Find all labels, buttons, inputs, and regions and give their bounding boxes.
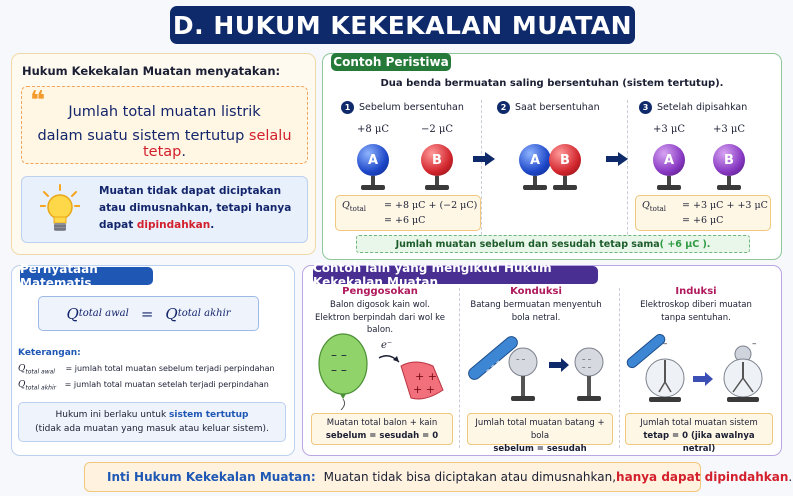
law-quote-box	[21, 86, 308, 164]
stand-base	[553, 185, 577, 190]
sphere-b: B	[713, 144, 745, 176]
svg-text:– – –: – – –	[482, 356, 502, 375]
sphere-a: A	[653, 144, 685, 176]
other-examples-panel	[302, 261, 782, 456]
law-statement-panel	[11, 53, 316, 255]
core-label: Inti Hukum Kekekalan Muatan:	[107, 470, 316, 484]
sphere-a: A	[357, 144, 389, 176]
electroscope-icon	[623, 332, 773, 410]
sphere-b: B	[421, 144, 453, 176]
step-1: 1 Sebelum bersentuhan	[341, 101, 464, 114]
example-panel	[322, 53, 782, 260]
formula: Q total awal = Q total akhir	[38, 296, 259, 331]
legend-line: $Q_{total akhir}$ = jumlah total muatan setelah terjadi perpindahan	[18, 380, 269, 392]
core-highlight: hanya dapat dipindahkan	[616, 470, 789, 484]
charge-label: +3 μC	[712, 124, 746, 135]
svg-text:– –: – –	[331, 348, 347, 362]
electron-label: e⁻	[381, 340, 393, 351]
keterangan-label: Keterangan:	[18, 348, 81, 358]
quote-line-2: dalam suatu sistem tertutup selalu tetap.	[37, 128, 292, 160]
svg-text:– –: – –	[331, 363, 347, 377]
core-principle-bar: Inti Hukum Kekekalan Muatan: Muatan tidak bisa diciptakan atau dimusnahkan, hanya dapat dipindahkan .	[84, 462, 701, 492]
stand-base	[361, 185, 385, 190]
svg-text:– –: – –	[582, 363, 592, 371]
rubbing-result: Muatan total balon + kain sebelum = sesudah = 0	[311, 413, 453, 445]
fact-box	[21, 176, 308, 243]
page-title: D. HUKUM KEKEKALAN MUATAN	[170, 6, 635, 44]
arrow-right-icon	[606, 152, 628, 166]
charge-label: +3 μC	[652, 124, 686, 135]
law-heading: Hukum Kekekalan Muatan menyatakan:	[22, 64, 281, 78]
equation-after: $Q_{total}$ = +3 μC + +3 μC = +6 μC	[635, 195, 771, 231]
core-text: Muatan tidak bisa diciptakan atau dimusnahkan,	[323, 470, 617, 484]
stand-base	[657, 185, 681, 190]
example-subtitle: Dua benda bermuatan saling bersentuhan (sistem tertutup).	[380, 78, 724, 89]
step-3: 3 Setelah dipisahkan	[639, 101, 747, 114]
math-tag: Pernyataan Matematis	[20, 267, 153, 285]
quote-icon: ❝	[30, 86, 46, 116]
equation-before: $Q_{total}$ = +8 μC + (−2 μC) = +6 μC	[335, 195, 481, 231]
charge-label: +8 μC	[356, 124, 390, 135]
stand-base	[523, 185, 547, 190]
fact-text: Muatan tidak dapat diciptakan atau dimusnahkan, tetapi hanya dapat dipindahkan.	[99, 185, 292, 231]
divider	[619, 288, 620, 448]
svg-text:–: –	[663, 339, 668, 349]
quote-line-1: Jumlah total muatan listrik	[68, 104, 261, 120]
divider	[481, 100, 482, 250]
svg-text:–: –	[752, 339, 757, 349]
conduction-result: Jumlah total muatan batang + bola sebelum = sesudah	[467, 413, 613, 445]
sphere-b: B	[549, 144, 581, 176]
induction-column: Induksi Elektroskop diberi muatan tanpa sentuhan.	[640, 286, 752, 323]
example-tag: Contoh Peristiwa	[331, 53, 451, 71]
charge-label: −2 μC	[420, 124, 454, 135]
conduction-column: Konduksi Batang bermuatan menyentuh bola netral.	[470, 286, 602, 323]
arrow-right-icon	[473, 152, 495, 166]
rubbing-column: Penggosokan Balon digosok kain wol. Elektron berpindah dari wol ke balon.	[315, 286, 445, 335]
sphere-a: A	[519, 144, 551, 176]
stand-base	[717, 185, 741, 190]
legend-line: $Q_{total awal}$ = jumlah total muatan sebelum terjadi perpindahan	[18, 364, 275, 376]
conduction-icon	[463, 332, 613, 410]
induction-result: Jumlah total muatan sistem tetap = 0 (jika awalnya netral)	[625, 413, 773, 445]
other-tag: Contoh lain yang mengikuti Hukum Kekekalan Muatan	[313, 266, 598, 284]
lightbulb-icon	[40, 184, 80, 238]
svg-text:– –: – –	[582, 355, 592, 363]
summary-box: Jumlah muatan sebelum dan sesudah tetap sama ( +6 μC ).	[356, 235, 750, 253]
math-panel	[11, 262, 295, 456]
divider	[627, 100, 628, 250]
svg-text:+ +: + +	[415, 370, 437, 383]
divider	[459, 288, 460, 448]
closed-system-note: Hukum ini berlaku untuk sistem tertutup (tidak ada muatan yang masuk atau keluar sistem).	[18, 402, 286, 442]
step-2: 2 Saat bersentuhan	[497, 101, 600, 114]
svg-text:+ +: + +	[413, 383, 435, 396]
svg-text:– –: – –	[516, 355, 526, 363]
stand-base	[425, 185, 449, 190]
